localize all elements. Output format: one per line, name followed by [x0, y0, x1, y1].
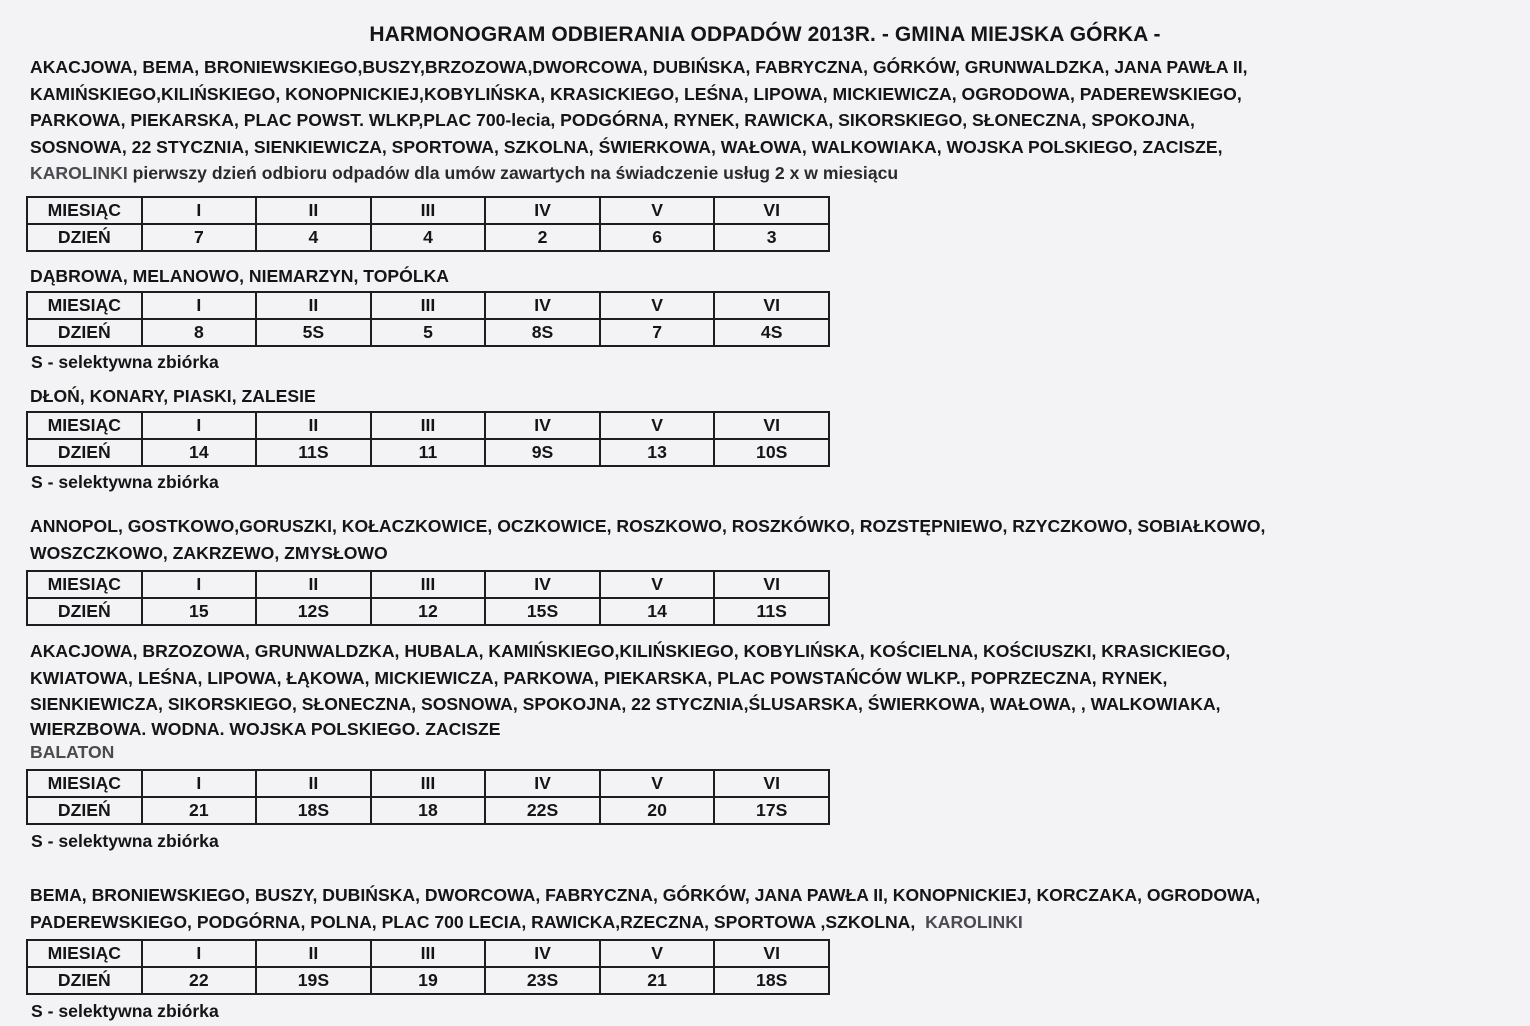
- selective-note: S - selektywna zbiórka: [31, 352, 219, 372]
- day-header: DZIEŃ: [27, 224, 142, 251]
- street-line: AKACJOWA, BEMA, BRONIEWSKIEGO,BUSZY,BRZOZOWA,DWORCOWA, DUBIŃSKA, FABRYCZNA, GÓRKÓW, GRUNWALDZKA, JANA PAWŁA II,: [30, 57, 1248, 77]
- day-row: [27, 319, 829, 346]
- schedule-table-2: [26, 291, 830, 347]
- month-cell: III: [371, 940, 486, 967]
- month-cell: II: [256, 770, 371, 797]
- day-cell: 14: [142, 439, 257, 466]
- day-cell: 11S: [714, 598, 829, 625]
- street-line-karolinki: [30, 160, 1510, 187]
- street-list-1: [30, 54, 1510, 187]
- month-cell: III: [371, 292, 486, 319]
- day-cell: 8S: [485, 319, 600, 346]
- day-cell: 18S: [256, 797, 371, 824]
- street-line: WOSZCZKOWO, ZAKRZEWO, ZMYSŁOWO: [30, 542, 388, 563]
- day-cell: 8: [142, 319, 257, 346]
- month-cell: I: [142, 412, 257, 439]
- day-cell: 22: [142, 967, 257, 994]
- day-cell: 17S: [714, 797, 829, 824]
- day-cell: 9S: [485, 439, 600, 466]
- month-cell: VI: [714, 571, 829, 598]
- day-cell: 5S: [256, 319, 371, 346]
- street-line: AKACJOWA, BRZOZOWA, GRUNWALDZKA, HUBALA, KAMIŃSKIEGO,KILIŃSKIEGO, KOBYLIŃSKA, KOŚCIELNA, KOŚCIUSZKI, KRASICKIEGO,: [30, 641, 1231, 661]
- place-karolinki: KAROLINKI: [30, 163, 128, 183]
- day-cell: 3: [714, 224, 829, 251]
- month-cell: I: [142, 571, 257, 598]
- schedule-table-3: [26, 411, 830, 467]
- month-cell: V: [600, 412, 715, 439]
- street-line: ANNOPOL, GOSTKOWO,GORUSZKI, KOŁACZKOWICE, OCZKOWICE, ROSZKOWO, ROSZKÓWKO, ROZSTĘPNIEWO, RZYCZKOWO, SOBIAŁKOWO,: [30, 516, 1266, 536]
- page-title: HARMONOGRAM ODBIERANIA ODPADÓW 2013R. - GMINA MIEJSKA GÓRKA -: [369, 23, 1161, 46]
- place-karolinki: KAROLINKI: [925, 911, 1023, 932]
- month-cell: V: [600, 770, 715, 797]
- month-row: [27, 292, 829, 319]
- day-cell: 6: [600, 224, 715, 251]
- day-cell: 12S: [256, 598, 371, 625]
- day-row: [27, 797, 829, 824]
- month-header: MIESIĄC: [27, 292, 142, 319]
- month-cell: V: [600, 292, 715, 319]
- month-cell: VI: [714, 412, 829, 439]
- day-row: [27, 598, 829, 625]
- month-cell: I: [142, 197, 257, 224]
- month-row: [27, 940, 829, 967]
- month-header: MIESIĄC: [27, 412, 142, 439]
- day-cell: 14: [600, 598, 715, 625]
- month-cell: II: [256, 571, 371, 598]
- day-cell: 4: [256, 224, 371, 251]
- month-header: MIESIĄC: [27, 197, 142, 224]
- street-line: DĄBROWA, MELANOWO, NIEMARZYN, TOPÓLKA: [30, 266, 449, 286]
- day-cell: 15S: [485, 598, 600, 625]
- month-cell: IV: [485, 292, 600, 319]
- schedule-table-5: [26, 769, 830, 825]
- day-cell: 15: [142, 598, 257, 625]
- day-cell: 2: [485, 224, 600, 251]
- day-header: DZIEŃ: [27, 598, 142, 625]
- street-list-6: [30, 882, 1510, 935]
- day-header: DZIEŃ: [27, 797, 142, 824]
- day-row: [27, 439, 829, 466]
- selective-note: S - selektywna zbiórka: [31, 1001, 219, 1021]
- day-cell: 23S: [485, 967, 600, 994]
- month-cell: V: [600, 571, 715, 598]
- street-line: SOSNOWA, 22 STYCZNIA, SIENKIEWICZA, SPORTOWA, SZKOLNA, ŚWIERKOWA, WAŁOWA, WALKOWIAKA, WOJSKA POLSKIEGO, ZACISZE,: [30, 136, 1223, 157]
- month-cell: II: [256, 197, 371, 224]
- day-header: DZIEŃ: [27, 319, 142, 346]
- day-cell: 4: [371, 224, 486, 251]
- month-cell: III: [371, 412, 486, 439]
- selective-note: S - selektywna zbiórka: [31, 472, 219, 492]
- month-row: [27, 770, 829, 797]
- street-line: SIENKIEWICZA, SIKORSKIEGO, SŁONECZNA, SOSNOWA, SPOKOJNA, 22 STYCZNIA,ŚLUSARSKA, ŚWIERKOWA, WAŁOWA, , WALKOWIAKA,: [30, 694, 1221, 714]
- month-row: [27, 571, 829, 598]
- month-cell: IV: [485, 197, 600, 224]
- schedule-table-6: [26, 939, 830, 995]
- month-cell: II: [256, 292, 371, 319]
- day-cell: 18: [371, 797, 486, 824]
- street-line: DŁOŃ, KONARY, PIASKI, ZALESIE: [30, 386, 316, 406]
- place-balaton: BALATON: [30, 741, 115, 762]
- month-cell: III: [371, 571, 486, 598]
- month-cell: VI: [714, 770, 829, 797]
- day-cell: 20: [600, 797, 715, 824]
- street-line: KAMIŃSKIEGO,KILIŃSKIEGO, KONOPNICKIEJ,KOBYLIŃSKA, KRASICKIEGO, LEŚNA, LIPOWA, MICKIEWICZA, OGRODOWA, PADEREWSKIEGO,: [30, 83, 1242, 104]
- day-cell: 19S: [256, 967, 371, 994]
- schedule-table-1: [26, 196, 830, 252]
- day-header: DZIEŃ: [27, 439, 142, 466]
- month-cell: III: [371, 770, 486, 797]
- month-header: MIESIĄC: [27, 940, 142, 967]
- day-cell: 11: [371, 439, 486, 466]
- month-row: [27, 197, 829, 224]
- day-cell: 7: [600, 319, 715, 346]
- day-cell: 4S: [714, 319, 829, 346]
- month-cell: IV: [485, 770, 600, 797]
- day-row: [27, 224, 829, 251]
- street-line: WIERZBOWA. WODNA. WOJSKA POLSKIEGO. ZACISZE: [30, 718, 501, 739]
- month-cell: V: [600, 940, 715, 967]
- month-cell: II: [256, 412, 371, 439]
- street-line: PADEREWSKIEGO, PODGÓRNA, POLNA, PLAC 700 LECIA, RAWICKA,RZECZNA, SPORTOWA ,SZKOLNA,: [30, 911, 926, 932]
- street-line: PARKOWA, PIEKARSKA, PLAC POWST. WLKP,PLAC 700-lecia, PODGÓRNA, RYNEK, RAWICKA, SIKORSKIEGO, SŁONECZNA, SPOKOJNA,: [30, 110, 1195, 130]
- month-cell: I: [142, 292, 257, 319]
- month-cell: I: [142, 770, 257, 797]
- street-list-4: [30, 513, 1510, 566]
- first-day-note: pierwszy dzień odbioru odpadów dla umów zawartych na świadczenie usług 2 x w miesiącu: [127, 163, 899, 183]
- day-cell: 11S: [256, 439, 371, 466]
- month-cell: V: [600, 197, 715, 224]
- month-cell: IV: [485, 940, 600, 967]
- street-line: BEMA, BRONIEWSKIEGO, BUSZY, DUBIŃSKA, DWORCOWA, FABRYCZNA, GÓRKÓW, JANA PAWŁA II, KONOPNICKIEJ, KORCZAKA, OGRODOWA,: [30, 885, 1261, 905]
- day-cell: 19: [371, 967, 486, 994]
- month-cell: I: [142, 940, 257, 967]
- month-cell: IV: [485, 412, 600, 439]
- selective-note: S - selektywna zbiórka: [31, 831, 219, 851]
- day-cell: 22S: [485, 797, 600, 824]
- month-cell: III: [371, 197, 486, 224]
- street-list-3: [30, 383, 1510, 410]
- month-header: MIESIĄC: [27, 770, 142, 797]
- street-list-5: [30, 638, 1510, 763]
- month-cell: VI: [714, 197, 829, 224]
- month-header: MIESIĄC: [27, 571, 142, 598]
- street-list-2: [30, 263, 1510, 290]
- schedule-table-4: [26, 570, 830, 626]
- street-line: KWIATOWA, LEŚNA, LIPOWA, ŁĄKOWA, MICKIEWICZA, PARKOWA, PIEKARSKA, PLAC POWSTAŃCÓW WLKP., POPRZECZNA, RYNEK,: [30, 667, 1168, 688]
- day-cell: 21: [600, 967, 715, 994]
- month-row: [27, 412, 829, 439]
- day-row: [27, 967, 829, 994]
- day-cell: 7: [142, 224, 257, 251]
- day-cell: 5: [371, 319, 486, 346]
- day-cell: 21: [142, 797, 257, 824]
- day-cell: 18S: [714, 967, 829, 994]
- month-cell: II: [256, 940, 371, 967]
- street-line-karolinki: [30, 909, 1510, 936]
- day-cell: 10S: [714, 439, 829, 466]
- day-cell: 13: [600, 439, 715, 466]
- month-cell: VI: [714, 292, 829, 319]
- day-header: DZIEŃ: [27, 967, 142, 994]
- month-cell: IV: [485, 571, 600, 598]
- month-cell: VI: [714, 940, 829, 967]
- day-cell: 12: [371, 598, 486, 625]
